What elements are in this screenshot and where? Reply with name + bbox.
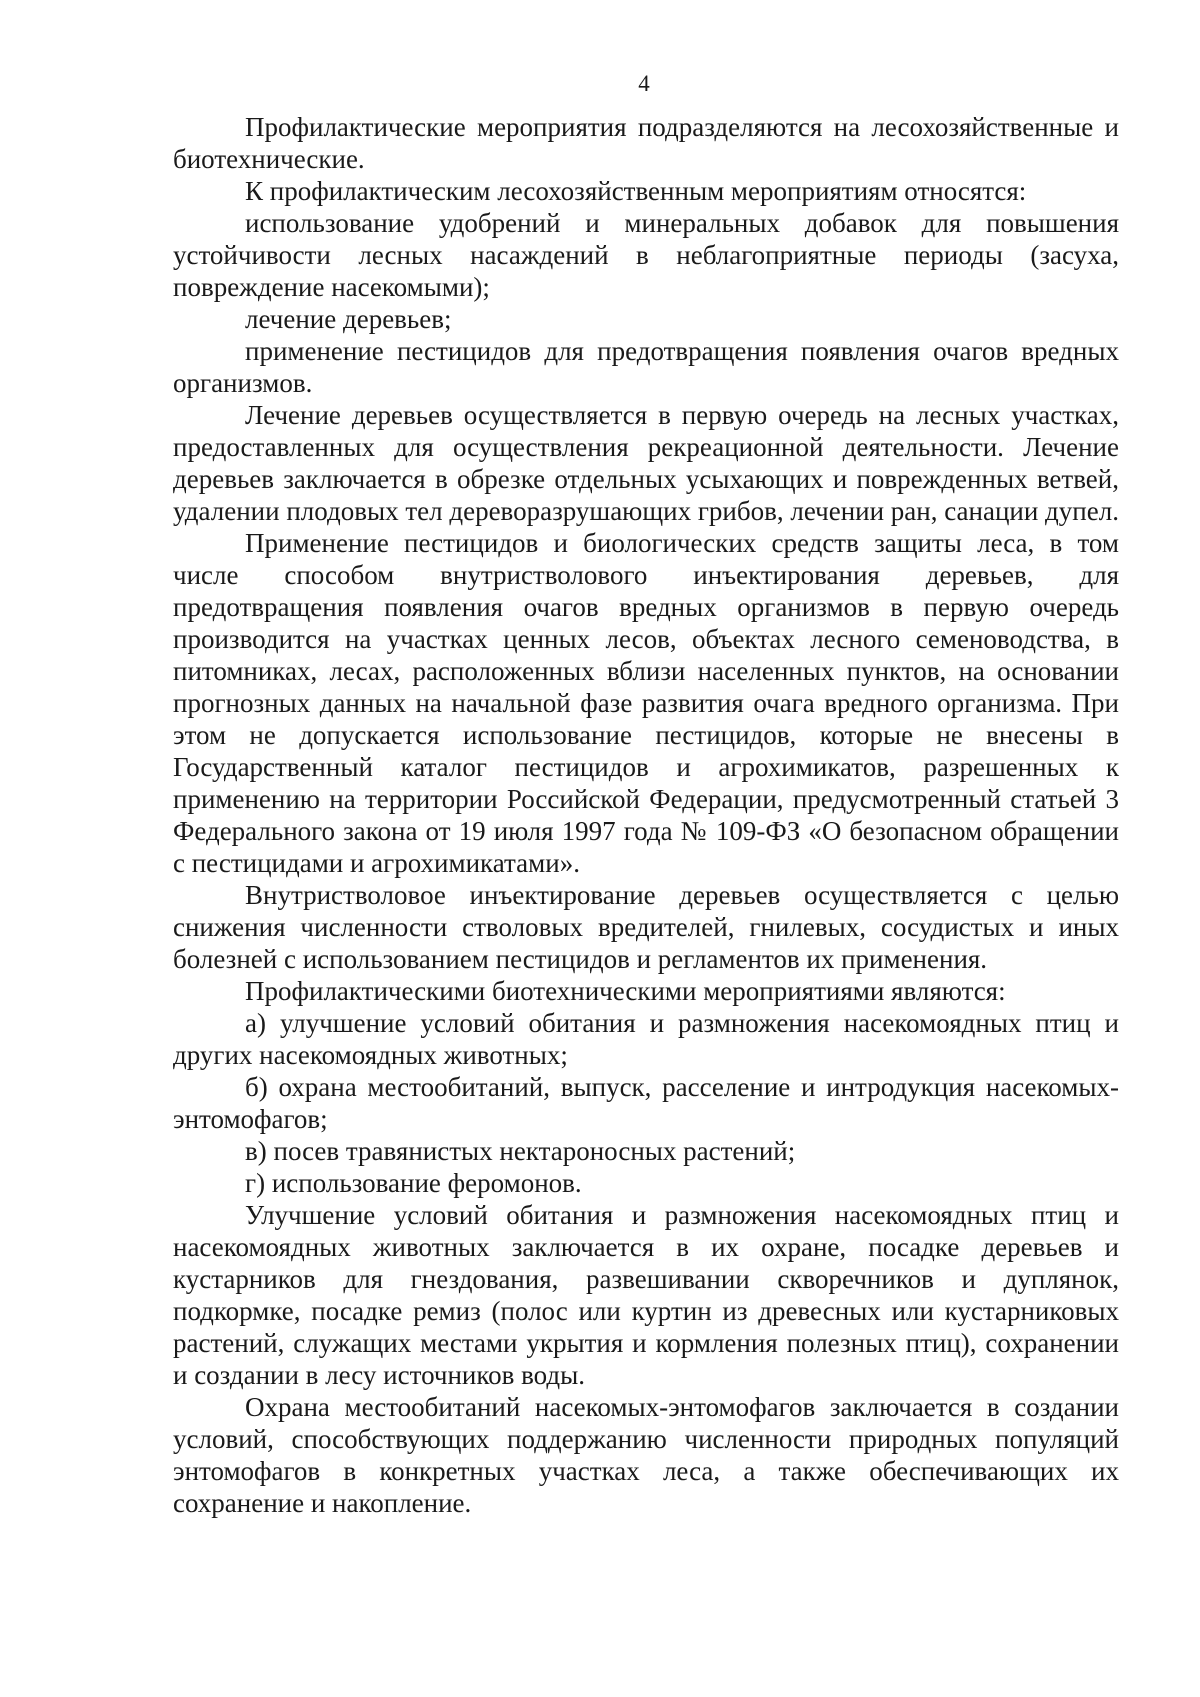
paragraph-bird-habitat: Улучшение условий обитания и размножения насекомоядных птиц и насекомоядных животных заключается в их охране, посадке деревьев и кустарников для гнездования, развешивании скворечников и дуплянок, подкормке, посадке ремиз (полос или куртин из древесных или кустарниковых растений, служащих местами укрытия и кормления полезных птиц), сохранении и создании в лесу источников воды.	[173, 1200, 1119, 1390]
document-body	[173, 111, 1119, 1519]
page-number: 4	[638, 71, 650, 96]
paragraph-prophylactic-types: Профилактические мероприятия подразделяются на лесохозяйственные и биотехнические.	[173, 112, 1119, 174]
paragraph-tree-treatment: Лечение деревьев осуществляется в первую очередь на лесных участках, предоставленных для осуществления рекреационной деятельности. Лечение деревьев заключается в обрезке отдельных усыхающих и поврежденных ветвей, удалении плодовых тел дереворазрушающих грибов, лечении ран, санации дупел.	[173, 400, 1119, 526]
paragraph-forestry-measures-intro: К профилактическим лесохозяйственным мероприятиям относятся:	[245, 176, 1027, 206]
list-item-a: а) улучшение условий обитания и размножения насекомоядных птиц и других насекомоядных животных;	[173, 1008, 1119, 1070]
paragraph-entomophage-habitat: Охрана местообитаний насекомых-энтомофагов заключается в создании условий, способствующих поддержанию численности природных популяций энтомофагов в конкретных участках леса, а также обеспечивающих их сохранение и накопление.	[173, 1392, 1119, 1518]
paragraph-biotechnical-intro: Профилактическими биотехническими мероприятиями являются:	[245, 976, 1006, 1006]
paragraph-pesticides-item: применение пестицидов для предотвращения появления очагов вредных организмов.	[173, 336, 1119, 398]
list-item-d: г) использование феромонов.	[245, 1168, 582, 1198]
paragraph-tree-treatment-item: лечение деревьев;	[245, 304, 452, 334]
list-item-b: б) охрана местообитаний, выпуск, расселение и интродукция насекомых-энтомофагов;	[173, 1072, 1119, 1134]
paragraph-pesticide-application: Применение пестицидов и биологических средств защиты леса, в том числе способом внутристволового инъектирования деревьев, для предотвращения появления очагов вредных организмов в первую очередь производится на участках ценных лесов, объектах лесного семеноводства, в питомниках, лесах, расположенных вблизи населенных пунктов, на основании прогнозных данных на начальной фазе развития очага вредного организма. При этом не допускается использование пестицидов, которые не внесены в Государственный каталог пестицидов и агрохимикатов, разрешенных к применению на территории Российской Федерации, предусмотренный статьей 3 Федерального закона от 19 июля 1997 года № 109-ФЗ «О безопасном обращении с пестицидами и агрохимикатами».	[173, 528, 1119, 878]
paragraph-fertilizers: использование удобрений и минеральных добавок для повышения устойчивости лесных насаждений в неблагоприятные периоды (засуха, повреждение насекомыми);	[173, 208, 1119, 302]
paragraph-trunk-injection: Внутристволовое инъектирование деревьев осуществляется с целью снижения численности стволовых вредителей, гнилевых, сосудистых и иных болезней с использованием пестицидов и регламентов их применения.	[173, 880, 1119, 974]
list-item-c: в) посев травянистых нектароносных растений;	[245, 1136, 796, 1166]
